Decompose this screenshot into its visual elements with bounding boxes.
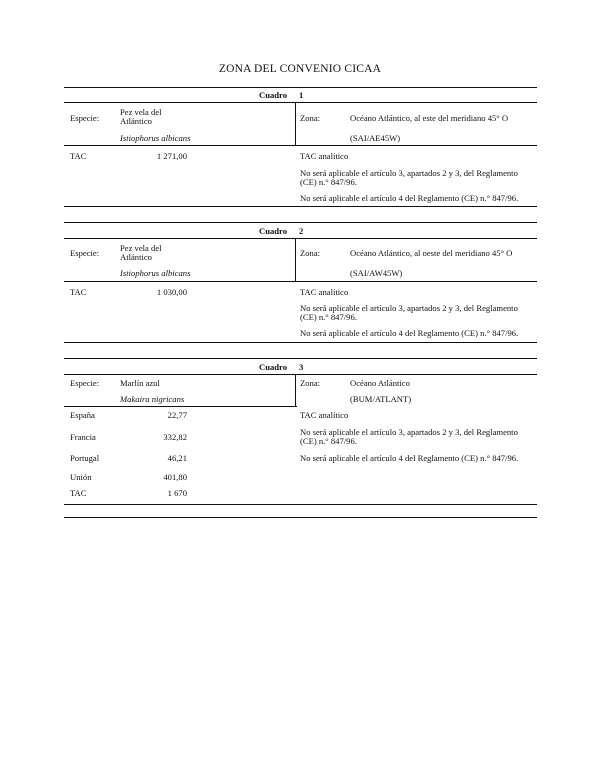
table-2-zone-label: Zona: [300, 248, 321, 258]
table-1-quota-value: 1 271,00 [156, 151, 187, 161]
table-3-zone-code: (BUM/ATLANT) [350, 394, 412, 404]
table-3-note-art3-cont: (CE) n.° 847/96. [300, 436, 357, 446]
table-1-zone-label: Zona: [300, 113, 321, 123]
table-2-species-label: Especie: [70, 248, 100, 258]
table-2-top-rule [64, 222, 537, 223]
table-3-caption-number: 3 [299, 362, 304, 372]
table-1-zone-code: (SAI/AE45W) [350, 133, 401, 143]
table-3-quota-value: 332,82 [163, 432, 187, 442]
table-3-note-art4: No será aplicable el artículo 4 del Reglamento (CE) n.° 847/96. [300, 453, 519, 463]
table-1-note-art3-cont: (CE) n.° 847/96. [300, 177, 357, 187]
table-3-quota-value: 401,80 [163, 472, 187, 482]
table-3-species-common: Marlín azul [120, 378, 160, 388]
table-3-quota-party: Unión [70, 472, 92, 482]
table-1-species-label: Especie: [70, 113, 100, 123]
table-3-species-latin: Makaira nigricans [120, 394, 185, 404]
table-1-zone-name: Océano Atlántico, al este del meridiano 45° O [350, 113, 509, 123]
table-2-note-art3: No será aplicable el artículo 3, apartados 2 y 3, del Reglamento [300, 303, 518, 313]
table-3-zone-name: Océano Atlántico [350, 378, 410, 388]
table-1-note-art3: No será aplicable el artículo 3, apartados 2 y 3, del Reglamento [300, 168, 518, 178]
table-3-quota-value: 1 670 [167, 488, 187, 498]
table-2-caption-label: Cuadro [259, 226, 288, 236]
table-2-bottom-rule [64, 342, 537, 343]
table-2-note-art4: No será aplicable el artículo 4 del Reglamento (CE) n.° 847/96. [300, 328, 519, 338]
table-3-lower-rule [64, 504, 537, 505]
table-1-bottom-rule [64, 206, 537, 207]
table-2-caption-number: 2 [299, 226, 304, 236]
table-2-species-common: Pez vela del [120, 243, 162, 253]
table-2-mid-rule [64, 281, 537, 282]
table-3-quota-party: Francia [70, 432, 96, 442]
table-1-caption-number: 1 [299, 90, 304, 100]
table-3-tac-type: TAC analítico [300, 410, 349, 420]
table-1-note-art4: No será aplicable el artículo 4 del Reglamento (CE) n.° 847/96. [300, 193, 519, 203]
table-3-header-rule [64, 374, 537, 375]
table-2-note-art3-cont: (CE) n.° 847/96. [300, 312, 357, 322]
table-3-quota-value: 46,21 [167, 453, 187, 463]
table-2-species-latin: Istiophorus albicans [120, 268, 191, 278]
table-2-header-rule [64, 238, 537, 239]
table-2-species-common-2: Atlántico [120, 252, 152, 262]
table-2-tac-type: TAC analítico [300, 287, 349, 297]
table-3-zone-label: Zona: [300, 378, 321, 388]
table-2-quota-value: 1 030,00 [156, 287, 187, 297]
table-3-quota-party: Portugal [70, 453, 100, 463]
table-3-divider [295, 374, 296, 406]
table-3-species-label: Especie: [70, 378, 100, 388]
table-3-bottom-rule [64, 517, 537, 518]
table-2-zone-name: Océano Atlántico, al oeste del meridiano 45° O [350, 248, 513, 258]
table-1-mid-rule [64, 145, 537, 146]
table-3-top-rule [64, 358, 537, 359]
table-2-zone-code: (SAI/AW45W) [350, 268, 403, 278]
table-1-quota-party: TAC [70, 151, 87, 161]
table-1-top-rule [64, 87, 537, 88]
table-3-species-rule [64, 406, 297, 407]
table-3-note-art3: No será aplicable el artículo 3, apartados 2 y 3, del Reglamento [300, 427, 518, 437]
table-1-species-common-2: Atlántico [120, 116, 152, 126]
document-title: ZONA DEL CONVENIO CICAA [218, 63, 382, 75]
table-1-species-latin: Istiophorus albicans [120, 133, 191, 143]
table-1-tac-type: TAC analítico [300, 151, 349, 161]
table-1-caption-label: Cuadro [259, 90, 288, 100]
table-2-divider [295, 238, 296, 281]
table-3-caption-label: Cuadro [259, 362, 288, 372]
table-1-divider [295, 102, 296, 145]
table-1-header-rule [64, 102, 537, 103]
table-1-species-common: Pez vela del [120, 107, 162, 117]
table-3-quota-party: TAC [70, 488, 87, 498]
table-2-quota-party: TAC [70, 287, 87, 297]
table-3-quota-value: 22,77 [167, 410, 187, 420]
table-3-quota-party: España [70, 410, 95, 420]
